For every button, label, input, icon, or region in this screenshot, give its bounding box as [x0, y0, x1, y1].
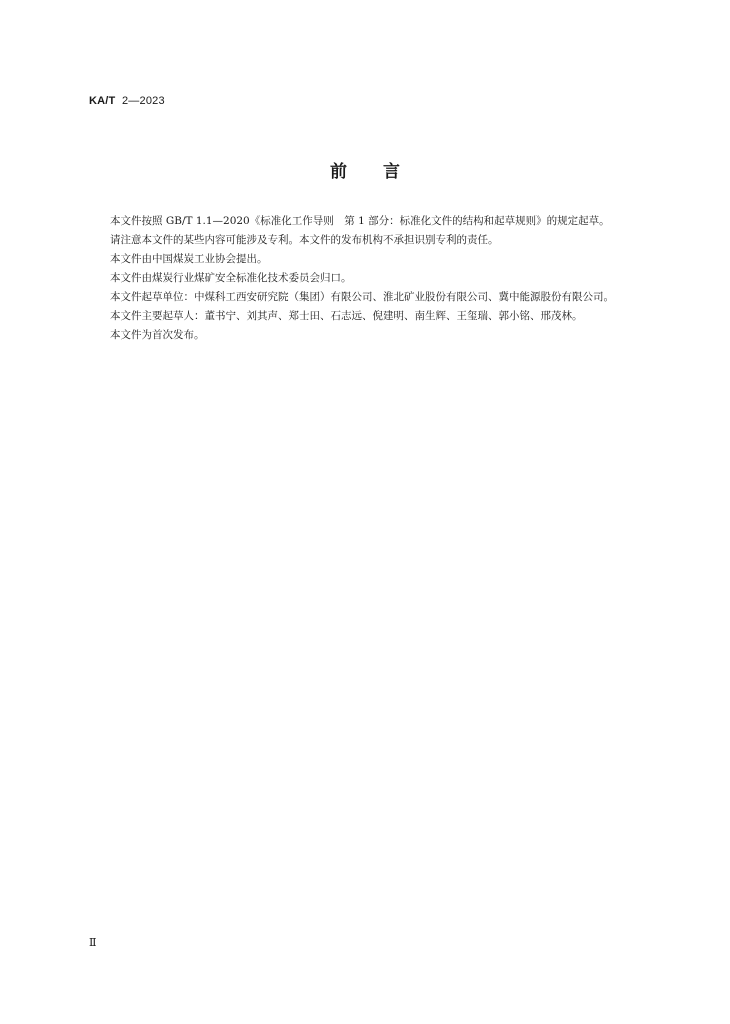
page-number: Ⅱ [89, 936, 97, 949]
standard-code-number: 2—2023 [121, 95, 165, 107]
paragraph-patent-notice: 请注意本文件的某些内容可能涉及专利。本文件的发布机构不承担识别专利的责任。 [110, 234, 499, 246]
paragraph-first-issue: 本文件为首次发布。 [110, 329, 205, 341]
paragraph-proposed-by: 本文件由中国煤炭工业协会提出。 [110, 253, 268, 265]
foreword-body [89, 212, 639, 345]
paragraph-drafting-rules: 本文件按照 GB/T 1.1—2020《标准化工作导则 第 1 部分：标准化文件的结构和起草规则》的规定起草。 [110, 215, 610, 227]
standard-code-prefix: KA/T [89, 95, 116, 107]
page-title [0, 157, 730, 182]
standard-code [89, 95, 165, 107]
paragraph-drafters: 本文件主要起草人：董书宁、刘其声、郑士田、石志远、倪建明、南生辉、王玺瑞、郭小铭、邢茂林。 [110, 310, 583, 322]
paragraph-centralized-by: 本文件由煤炭行业煤矿安全标准化技术委员会归口。 [110, 272, 352, 284]
title-char-1: 前 [330, 162, 347, 182]
title-char-2: 言 [383, 162, 400, 182]
paragraph-drafting-units: 本文件起草单位：中煤科工西安研究院（集团）有限公司、淮北矿业股份有限公司、冀中能源股份有限公司。 [110, 291, 614, 303]
